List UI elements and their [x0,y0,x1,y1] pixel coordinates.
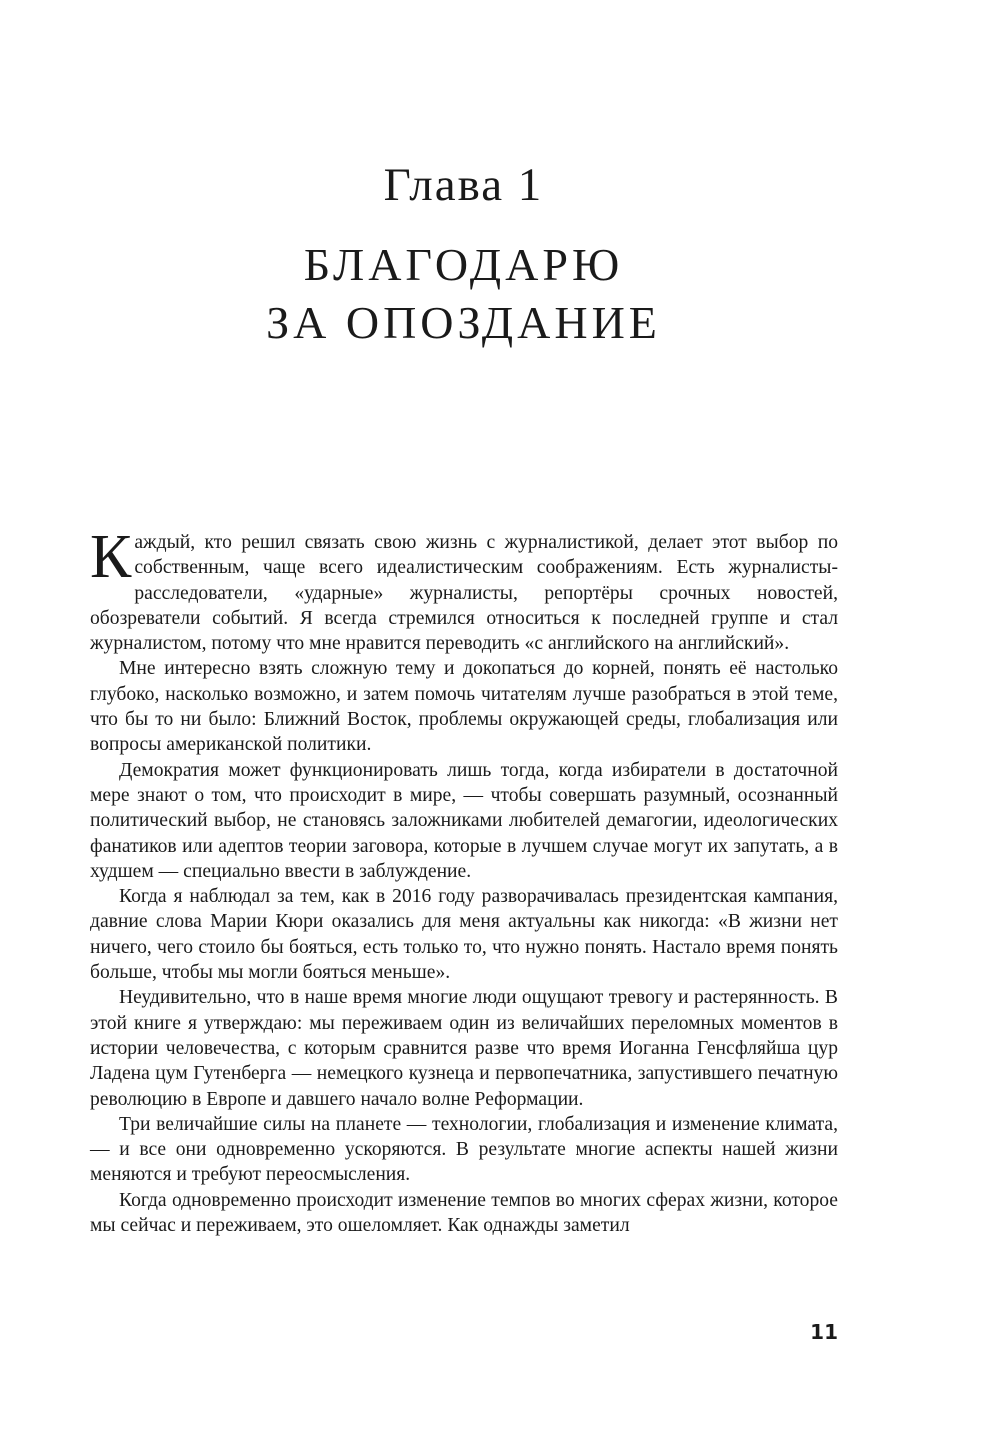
paragraph-4: Когда я наблюдал за тем, как в 2016 году разворачивалась президентская кампания, давние слова Марии Кюри оказались для меня актуальны как никогда: «В жизни нет ничего, чего стоило бы бояться, есть только то, что нужно понять. Настало время понять больше, чтобы мы могли бояться меньше». [90,886,838,984]
page-number: 11 [810,1320,838,1344]
chapter-body [90,523,838,1238]
chapter-title-line-2: ЗА ОПОЗДАНИЕ [266,297,661,348]
paragraph-5: Неудивительно, что в наше время многие люди ощущают тревогу и растерянность. В этой книге я утверждаю: мы переживаем один из величайших переломных моментов в истории человечества, с которым сравнится разве что время Иоганна Генсфляйша цур Ладена цум Гутенберга — немецкого кузнеца и первопечатника, запустившего печатную революцию в Европе и давшего начало волне Реформации. [90,987,838,1110]
paragraph-2: Мне интересно взять сложную тему и докопаться до корней, понять её настолько глубоко, насколько возможно, и затем помочь читателям лучше разобраться в этой теме, что бы то ни было: Ближний Восток, проблемы окружающей среды, глобализация или вопросы американской политики. [90,658,838,756]
drop-cap: К [90,523,132,591]
paragraph-7: Когда одновременно происходит изменение темпов во многих сферах жизни, которое мы сейчас и переживаем, это ошеломляет. Как однажды заметил [90,1189,838,1237]
paragraph-6: Три величайшие силы на планете — технологии, глобализация и изменение климата, — и все они одновременно ускоряются. В результате многие аспекты нашей жизни меняются и требуют переосмысления. [90,1113,838,1186]
chapter-number: Глава 1 [383,159,544,211]
chapter-title [0,236,927,352]
chapter-title-line-1: БЛАГОДАРЮ [303,239,624,290]
paragraph-1 [90,523,838,656]
paragraph-1-text: аждый, кто решил связать свою жизнь с журналистикой, делает этот выбор по собственным, чаще всего идеалистическим соображениям. Есть журналисты-расследователи, «ударные» журналисты, репортёры срочных новостей, обозреватели событий. Я всегда стремился относиться к последней группе и стал журналистом, потому что мне нравится переводить «с английского на английский». [90,532,838,655]
paragraph-3: Демократия может функционировать лишь тогда, когда избиратели в достаточной мере знают о том, что происходит в мире, — чтобы совершать разумный, осознанный политический выбор, не становясь заложниками любителей демагогии, идеологических фанатиков или адептов теории заговора, которые в лучшем случае могут их запутать, а в худшем — специально ввести в заблуждение. [90,759,838,882]
